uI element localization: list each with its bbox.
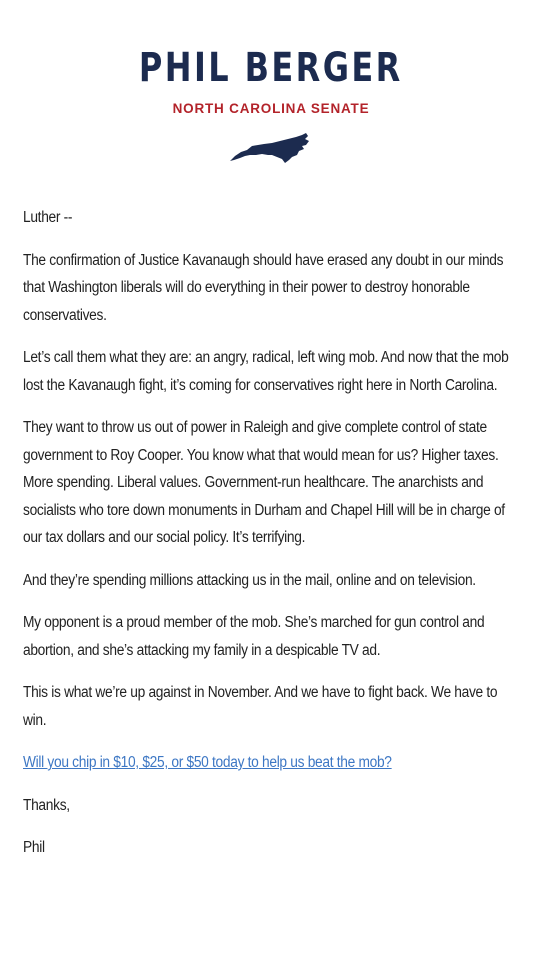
donation-paragraph: [23, 749, 523, 777]
north-carolina-state-silhouette-icon: [228, 131, 312, 163]
paragraph-opponent: My opponent is a proud member of the mob. She’s marched for gun control and abortion, and she’s attacking my family in a despicable TV ad.: [23, 614, 485, 659]
paragraph-mob: Let’s call them what they are: an angry, radical, left wing mob. And now that the mob lost the Kavanaugh fight, it’s coming for conservatives right here in North Carolina.: [23, 349, 509, 394]
paragraph-kavanaugh: The confirmation of Justice Kavanaugh should have erased any doubt in our minds that Washington liberals will do everything in their power to destroy honorable conservatives.: [23, 251, 504, 324]
email-header: [0, 0, 542, 190]
office-subtitle: NORTH CAROLINA SENATE: [172, 101, 370, 116]
letter-body: [23, 204, 523, 877]
paragraph-raleigh: They want to throw us out of power in Raleigh and give complete control of state government to Roy Cooper. You know what that would mean for us? Higher taxes. More spending. Liberal values. Government-run healthcare. The anarchists and socialists who tore down monuments in Durham and Chapel Hill will be in charge of our tax dollars and our social policy. It’s terrifying.: [23, 419, 505, 546]
closing: Thanks,: [23, 796, 70, 814]
paragraph-november: This is what we’re up against in November. And we have to fight back. We have to win.: [23, 684, 498, 729]
paragraph-spending: And they’re spending millions attacking us in the mail, online and on television.: [23, 571, 476, 589]
greeting: Luther --: [23, 209, 73, 226]
signature: Phil: [23, 839, 45, 856]
donate-link[interactable]: Will you chip in $10, $25, or $50 today to help us beat the mob?: [23, 754, 392, 771]
candidate-name-logo: PHIL BERGER: [138, 45, 403, 91]
